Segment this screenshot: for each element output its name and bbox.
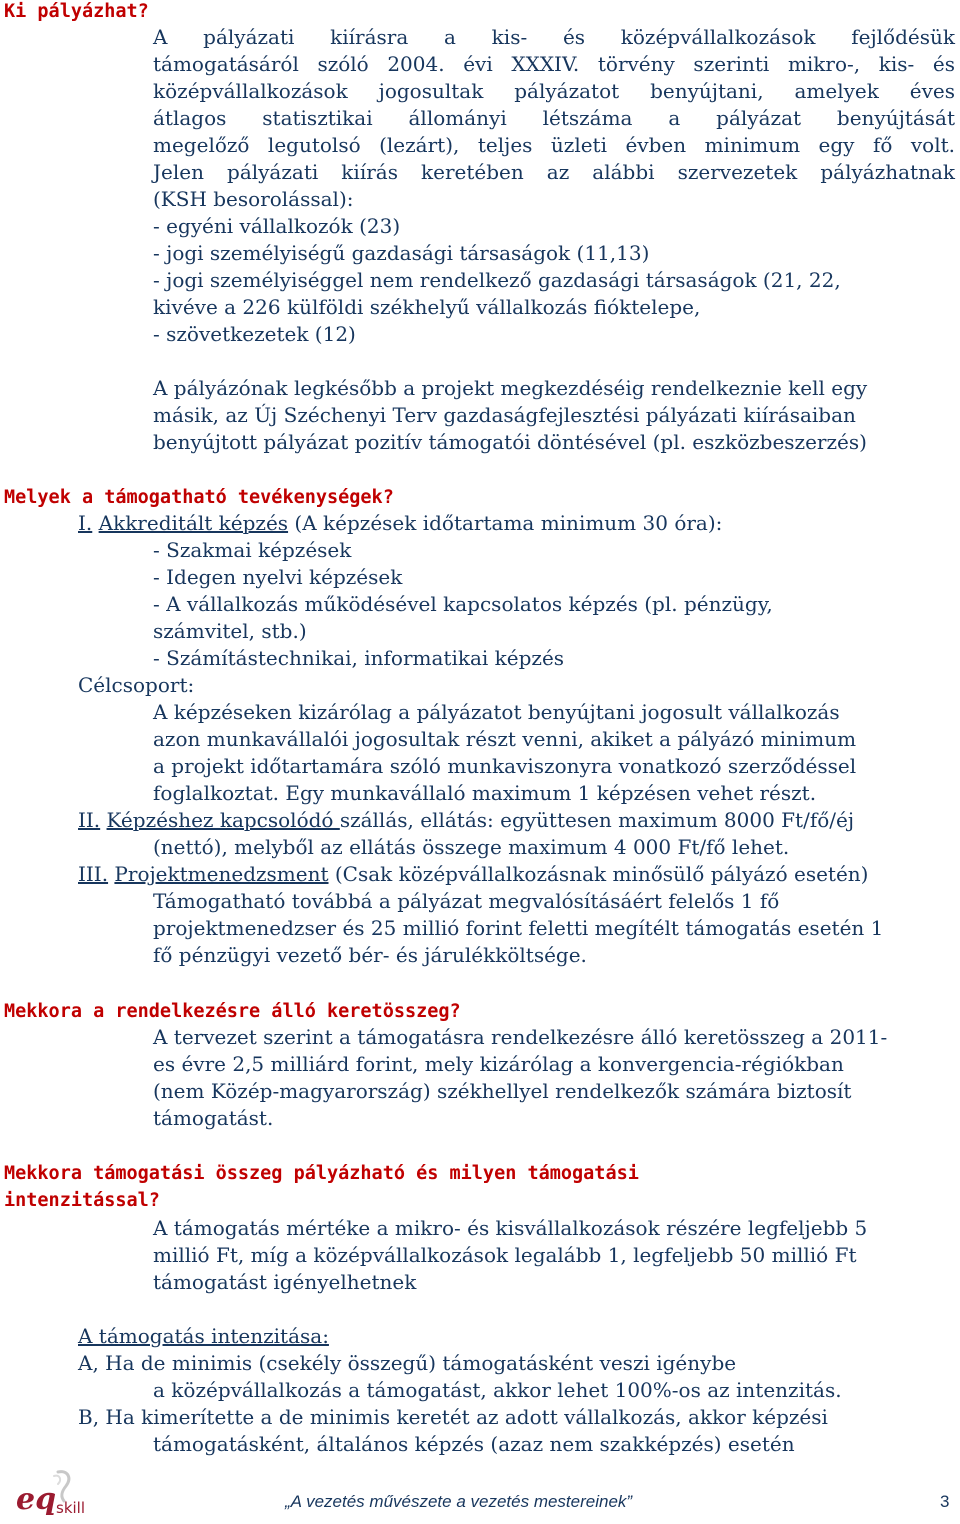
item3-text-line: fő pénzügyi vezető bér- és járulékköltsége. [153, 943, 587, 967]
item3-text-line: Támogatható továbbá a pályázat megvalósításáért felelős 1 fő [153, 889, 780, 913]
para2-line: (KSH besorolással): [153, 187, 354, 211]
support-amount-line: A támogatás mértéke a mikro- és kisvállalkozások részére legfeljebb 5 [153, 1216, 868, 1240]
footer-tagline: „A vezetés művészete a vezetés mestereinek” [285, 1492, 633, 1511]
training-list-item: - A vállalkozás működésével kapcsolatos képzés (pl. pénzügy, [153, 592, 773, 616]
training-list-item: - Számítástechnikai, informatikai képzés [153, 646, 565, 670]
item1-rest: (A képzések időtartama minimum 30 óra): [288, 511, 723, 535]
logo-eq: eq [16, 1482, 57, 1517]
item1-number: I. [78, 511, 93, 535]
training-list-item: - Idegen nyelvi képzések [153, 565, 403, 589]
target-group-label: Célcsoport: [78, 673, 195, 697]
training-list-item: számvitel, stb.) [153, 619, 307, 643]
heading-supported-activities: Melyek a támogatható tevékenységek? [4, 487, 394, 508]
item3-line [78, 861, 868, 888]
logo-skill: skill [56, 1499, 86, 1517]
para3-line: másik, az Új Széchenyi Terv gazdaságfejlesztési pályázati kiírásaiban [153, 403, 856, 427]
target-group-line: a projekt időtartamára szóló munkaviszonyra vonatkozó szerződéssel [153, 754, 857, 778]
budget-line: támogatást. [153, 1106, 274, 1130]
para1-line: A pályázati kiírásra a kis- és középvállalkozások fejlődésük [153, 25, 955, 49]
eqskill-logo [14, 1468, 104, 1520]
support-amount-line: millió Ft, míg a középvállalkozások legalább 1, legfeljebb 50 millió Ft [153, 1243, 857, 1267]
eligible-list-item: kivéve a 226 külföldi székhelyű vállalkozás fióktelepe, [153, 295, 701, 319]
eligible-list-item: - jogi személyiségű gazdasági társaságok (11,13) [153, 241, 650, 265]
budget-line: es évre 2,5 milliárd forint, mely kizárólag a konvergencia-régiókban [153, 1052, 844, 1076]
item1-line [78, 510, 722, 537]
item1-title: Akkreditált képzés [98, 511, 289, 535]
item2-line [78, 807, 854, 834]
option-b-line: B, Ha kimerítette a de minimis keretét az adott vállalkozás, akkor képzési [78, 1405, 828, 1429]
para1-line: megelőző legutolsó (lezárt), teljes üzleti évben minimum egy fő volt. [153, 133, 955, 157]
item2-title: Képzéshez kapcsolódó [106, 808, 340, 832]
support-amount-line: támogatást igényelhetnek [153, 1270, 417, 1294]
intensity-label: A támogatás intenzitása: [78, 1324, 329, 1348]
item2-continuation: (nettó), melyből az ellátás összege maximum 4 000 Ft/fő lehet. [153, 835, 790, 859]
budget-line: A tervezet szerint a támogatásra rendelkezésre álló keretösszeg a 2011- [153, 1025, 888, 1049]
option-a-line: a középvállalkozás a támogatást, akkor lehet 100%-os az intenzitás. [153, 1378, 842, 1402]
item2-rest: szállás, ellátás: együttesen maximum 8000 Ft/fő/éj [339, 808, 855, 832]
budget-line: (nem Közép-magyarország) székhellyel rendelkezők számára biztosít [153, 1079, 852, 1103]
option-b-line: támogatásként, általános képzés (azaz nem szakképzés) esetén [153, 1432, 795, 1456]
item3-rest: (Csak középvállalkozásnak minősülő pályázó esetén) [328, 862, 869, 886]
eligible-list-item: - szövetkezetek (12) [153, 322, 356, 346]
training-list-item: - Szakmai képzések [153, 538, 352, 562]
heading-available-budget: Mekkora a rendelkezésre álló keretösszeg? [4, 1001, 461, 1022]
item3-number: III. [78, 862, 109, 886]
para3-line: A pályázónak legkésőbb a projekt megkezdéséig rendelkeznie kell egy [153, 376, 868, 400]
option-a-line: A, Ha de minimis (csekély összegű) támogatásként veszi igénybe [78, 1351, 737, 1375]
para3-line: benyújtott pályázat pozitív támogatói döntésével (pl. eszközbeszerzés) [153, 430, 867, 454]
target-group-line: azon munkavállalói jogosultak részt venni, akiket a pályázó minimum [153, 727, 857, 751]
eligible-list-item: - jogi személyiséggel nem rendelkező gazdasági társaságok (21, 22, [153, 268, 841, 292]
target-group-line: foglalkoztat. Egy munkavállaló maximum 1 képzésen vehet részt. [153, 781, 817, 805]
heading-support-amount: Mekkora támogatási összeg pályázható és milyen támogatási [4, 1163, 639, 1184]
para1-line: átlagos statisztikai állományi létszáma a pályázat benyújtását [153, 106, 955, 130]
heading-support-amount-cont: intenzitással? [4, 1190, 160, 1211]
para1-line: középvállalkozások jogosultak pályázatot benyújtani, amelyek éves [153, 79, 955, 103]
eligible-list-item: - egyéni vállalkozók (23) [153, 214, 401, 238]
item3-text-line: projektmenedzser és 25 millió forint feletti megítélt támogatás esetén 1 [153, 916, 884, 940]
page-number: 3 [940, 1492, 950, 1511]
target-group-line: A képzéseken kizárólag a pályázatot benyújtani jogosult vállalkozás [153, 700, 840, 724]
para1-line: támogatásáról szóló 2004. évi XXXIV. törvény szerinti mikro-, kis- és [153, 52, 955, 76]
item2-number: II. [78, 808, 101, 832]
item3-title: Projektmenedzsment [114, 862, 329, 886]
heading-who-can-apply: Ki pályázhat? [4, 1, 149, 22]
para2-line: Jelen pályázati kiírás keretében az alábbi szervezetek pályázhatnak [153, 160, 955, 184]
